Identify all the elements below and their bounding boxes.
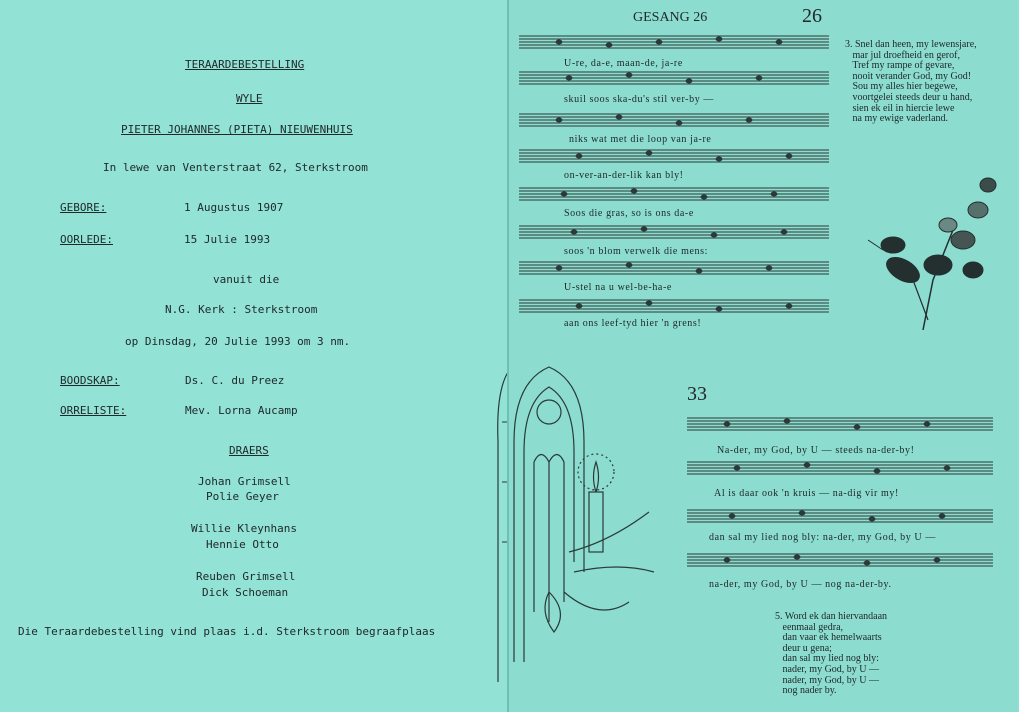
- hymn1-lyric-line: skuil soos ska-du's stil ver-by —: [564, 94, 715, 105]
- bearer-name: Reuben Grimsell: [196, 570, 296, 583]
- bearer-name: Dick Schoeman: [202, 586, 289, 599]
- wyle-heading: WYLE: [236, 92, 263, 105]
- service-date: op Dinsdag, 20 Julie 1993 om 3 nm.: [125, 335, 351, 348]
- hymn1-title: GESANG 26: [633, 10, 708, 25]
- hymn1-number: 26: [802, 5, 822, 27]
- born-value: 1 Augustus 1907: [184, 201, 284, 214]
- hymn2-lyric-line: na-der, my God, by U — nog na-der-by.: [709, 579, 892, 590]
- organist-value: Mev. Lorna Aucamp: [185, 404, 298, 417]
- bearers-title: DRAERS: [229, 444, 269, 457]
- message-value: Ds. C. du Preez: [185, 374, 285, 387]
- hymn2-lyric-line: Al is daar ook 'n kruis — na-dig vir my!: [714, 488, 899, 499]
- hymn1-lyric-line: on-ver-an-der-lik kan bly!: [564, 170, 684, 181]
- hymn1-lyric-line: U-stel na u wel-be-ha-e: [564, 282, 672, 293]
- church-window-illustration-left-edge: [488, 362, 509, 682]
- hymn2-lyric-line: dan sal my lied nog bly: na-der, my God, by U —: [709, 532, 936, 543]
- violet-flowers-illustration: [863, 170, 1003, 335]
- hymn1-lyric-line: soos 'n blom verwelk die mens:: [564, 246, 708, 257]
- hymn1-lyric-line: aan ons leef-tyd hier 'n grens!: [564, 318, 702, 329]
- burial-footer: Die Teraardebestelling vind plaas i.d. Sterkstroom begraafplaas: [18, 625, 436, 638]
- bearer-name: Polie Geyer: [206, 490, 279, 503]
- deceased-address: In lewe van Venterstraat 62, Sterkstroom: [103, 161, 368, 174]
- bearer-name: Willie Kleynhans: [191, 522, 297, 535]
- died-value: 15 Julie 1993: [184, 233, 271, 246]
- hymn1-verse-3: 3. Snel dan heen, my lewensjare, mar jul droefheid en gerof, Tref my rampe of gevare, nooit verander God, my God! Sou my alles hier begewe, voortgelei steeds deur u hand, sien ek eil in hiercie lewe na my ewige vaderland.: [845, 39, 977, 125]
- hymn-sheet-right-page: [509, 0, 1018, 712]
- from-text: vanuit die: [213, 273, 280, 286]
- funeral-program-left-page: [0, 0, 509, 712]
- hymn2-verse-5: 5. Word ek dan hiervandaan eenmaal gedra, dan vaar ek hemelwaarts deur u gena; dan sal my lied nog bly: nader, my God, by U — nader, my God, by U — nog nader by.: [775, 611, 888, 697]
- hymn2-number: 33: [687, 383, 707, 405]
- church-name: N.G. Kerk : Sterkstroom: [165, 303, 318, 316]
- hymn1-lyric-line: niks wat met die loop van ja-re: [569, 134, 712, 145]
- died-label: OORLEDE:: [60, 233, 113, 246]
- hymn2-lyric-line: Na-der, my God, by U — steeds na-der-by!: [717, 445, 915, 456]
- hymn1-lyric-line: U-re, da-e, maan-de, ja-re: [564, 58, 683, 69]
- organist-label: ORRELISTE:: [60, 404, 127, 417]
- message-label: BOODSKAP:: [60, 374, 120, 387]
- program-title: TERAARDEBESTELLING: [185, 58, 305, 71]
- hymn1-lyric-line: Soos die gras, so is ons da-e: [564, 208, 694, 219]
- deceased-name: PIETER JOHANNES (PIETA) NIEUWENHUIS: [121, 123, 353, 136]
- born-label: GEBORE:: [60, 201, 107, 214]
- bearer-name: Johan Grimsell: [198, 475, 291, 488]
- bearer-name: Hennie Otto: [206, 538, 279, 551]
- church-window-candle-illustration: [509, 362, 659, 662]
